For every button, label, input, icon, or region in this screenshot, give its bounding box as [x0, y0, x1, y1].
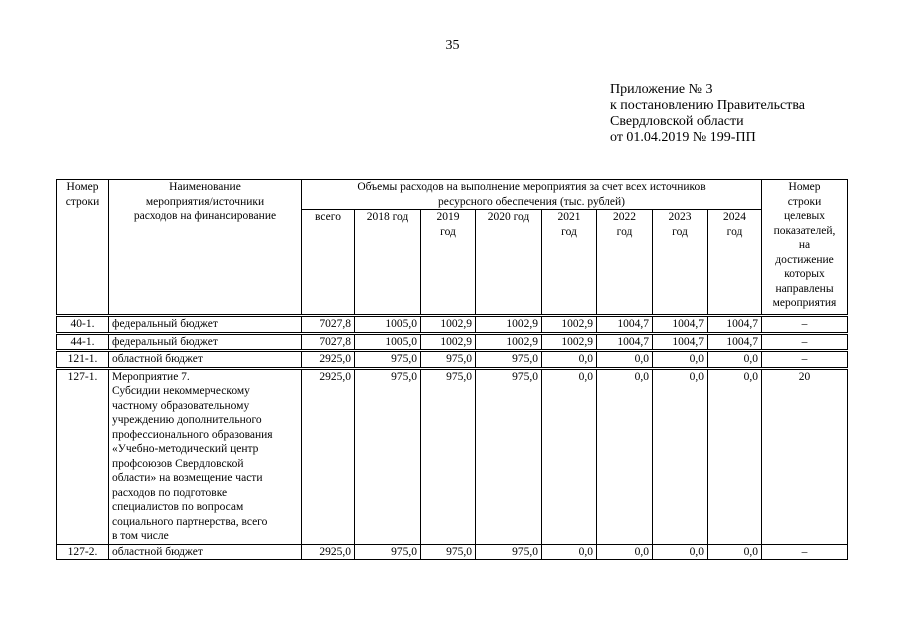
cell-2020: 975,0 [476, 351, 542, 369]
cell-name: областной бюджет [109, 544, 302, 560]
cell-2024: 1004,7 [708, 316, 762, 334]
table-row [57, 333, 848, 351]
cell-name: областной бюджет [109, 351, 302, 369]
cell-row-number: 40-1. [57, 316, 109, 334]
appendix-title: Приложение № 3 [610, 82, 713, 97]
cell-2023: 1004,7 [653, 333, 708, 351]
cell-2024: 0,0 [708, 544, 762, 560]
cell-2019: 975,0 [421, 351, 476, 369]
header-2018: 2018 год [355, 210, 421, 316]
cell-2021: 0,0 [542, 368, 597, 544]
cell-target: – [762, 351, 848, 369]
cell-2021: 1002,9 [542, 333, 597, 351]
header-total: всего [302, 210, 355, 316]
cell-2022: 0,0 [597, 368, 653, 544]
cell-2020: 1002,9 [476, 316, 542, 334]
cell-2019: 1002,9 [421, 333, 476, 351]
cell-2018: 975,0 [355, 368, 421, 544]
header-2019: 2019 год [421, 210, 476, 316]
cell-2023: 0,0 [653, 368, 708, 544]
cell-2019: 975,0 [421, 368, 476, 544]
cell-total: 2925,0 [302, 368, 355, 544]
cell-2022: 1004,7 [597, 316, 653, 334]
cell-total: 2925,0 [302, 351, 355, 369]
page-number: 35 [445, 38, 460, 53]
header-2022: 2022 год [597, 210, 653, 316]
table-row [57, 351, 848, 369]
cell-2018: 1005,0 [355, 316, 421, 334]
header-target: Номер строки целевых показателей, на достижение которых направлены мероприятия [762, 180, 848, 316]
cell-2018: 975,0 [355, 544, 421, 560]
cell-2019: 1002,9 [421, 316, 476, 334]
cell-2018: 1005,0 [355, 333, 421, 351]
appendix-block [610, 82, 805, 146]
cell-target: – [762, 316, 848, 334]
cell-row-number: 44-1. [57, 333, 109, 351]
cell-2024: 0,0 [708, 351, 762, 369]
cell-name: федеральный бюджет [109, 316, 302, 334]
cell-2018: 975,0 [355, 351, 421, 369]
cell-2022: 1004,7 [597, 333, 653, 351]
cell-row-number: 121-1. [57, 351, 109, 369]
cell-2020: 975,0 [476, 544, 542, 560]
table-body [57, 316, 848, 560]
cell-2021: 1002,9 [542, 316, 597, 334]
cell-2023: 1004,7 [653, 316, 708, 334]
cell-2021: 0,0 [542, 544, 597, 560]
table-header [57, 180, 848, 316]
table-row [57, 368, 848, 544]
header-row-number: Номер строки [57, 180, 109, 316]
cell-2019: 975,0 [421, 544, 476, 560]
cell-name: Мероприятие 7. Субсидии некоммерческому частному образовательному учреждению дополнительного профессионального образования «Учебно-методический центр профсоюзов Свердловской области» на возмещение части расходов по подготовке специалистов по вопросам социального партнерства, всего в том числе [109, 368, 302, 544]
budget-table [56, 179, 848, 560]
cell-target: 20 [762, 368, 848, 544]
header-2021: 2021 год [542, 210, 597, 316]
header-volumes: Объемы расходов на выполнение мероприятия за счет всех источников ресурсного обеспечения (тыс. рублей) [302, 180, 762, 210]
header-name: Наименование мероприятия/источники расходов на финансирование [109, 180, 302, 316]
cell-total: 7027,8 [302, 333, 355, 351]
cell-2024: 1004,7 [708, 333, 762, 351]
cell-2024: 0,0 [708, 368, 762, 544]
cell-2023: 0,0 [653, 544, 708, 560]
table-row [57, 316, 848, 334]
header-2020: 2020 год [476, 210, 542, 316]
cell-2022: 0,0 [597, 351, 653, 369]
cell-2022: 0,0 [597, 544, 653, 560]
cell-row-number: 127-1. [57, 368, 109, 544]
table-row [57, 544, 848, 560]
appendix-date: от 01.04.2019 № 199-ПП [610, 130, 756, 145]
cell-target: – [762, 544, 848, 560]
appendix-region: Свердловской области [610, 114, 744, 129]
cell-row-number: 127-2. [57, 544, 109, 560]
cell-2020: 1002,9 [476, 333, 542, 351]
cell-2021: 0,0 [542, 351, 597, 369]
cell-total: 2925,0 [302, 544, 355, 560]
cell-2020: 975,0 [476, 368, 542, 544]
cell-target: – [762, 333, 848, 351]
cell-name: федеральный бюджет [109, 333, 302, 351]
header-2023: 2023 год [653, 210, 708, 316]
cell-total: 7027,8 [302, 316, 355, 334]
cell-2023: 0,0 [653, 351, 708, 369]
header-2024: 2024 год [708, 210, 762, 316]
appendix-resolution: к постановлению Правительства [610, 98, 806, 113]
